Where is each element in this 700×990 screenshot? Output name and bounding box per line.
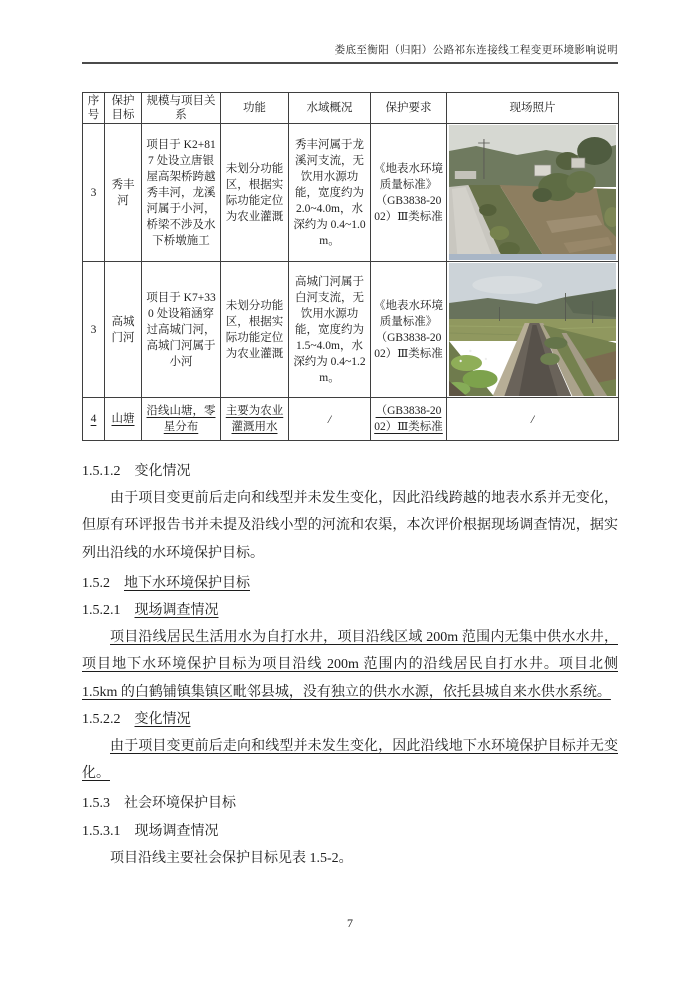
col-header-photo: 现场照片 [447,93,619,124]
heading-1531 [82,818,618,845]
cell-overview: 高城门河属于白河支流，无饮用水源功能，宽度约为 1.5~4.0m，水深约为 0.4~1.2m。 [289,262,371,398]
heading-number: 1.5.2.2 [82,711,121,727]
cell-overview: 秀丰河属于龙溪河支流，无饮用水源功能，宽度约为 2.0~4.0m，水深约为 0.4~1.0m。 [289,124,371,262]
heading-1522 [82,706,618,733]
heading-title: 社会环境保护目标 [124,796,236,812]
site-photo-xiufeng-river [449,125,616,260]
cell-target: 山塘 [105,398,142,441]
table-header-row [83,93,619,124]
heading-title: 现场调查情况 [134,823,219,839]
cell-function: 未划分功能区，根据实际功能定位为农业灌溉 [221,124,289,262]
paragraph-change-surface-water: 由于项目变更前后走向和线型并未发生变化，因此沿线跨越的地表水系并无变化，但原有环评报告书并未提及沿线小型的河流和农渠，本次评价根据现场调查情况，据实列出沿线的水环境保护目标。 [82,491,618,561]
heading-number: 1.5.3 [82,796,110,812]
cell-no: 4 [83,398,105,441]
col-header-function: 功能 [221,93,289,124]
paragraph-groundwater-survey: 项目沿线居民生活用水为自打水井，项目沿线区域 200m 范围内无集中供水水井，项目地下水环境保护目标为项目沿线 200m 范围内的沿线居民自打水井。项目北侧 1.5km 的白鹤铺镇集镇区毗邻县城，没有独立的供水水源，依托县城自来水供水系统。 [82,630,618,700]
cell-no: 3 [83,262,105,398]
cell-overview: / [289,398,371,441]
heading-1521 [82,597,618,624]
paragraph-social-targets: 项目沿线主要社会保护目标见表 1.5-2。 [110,850,353,866]
paragraph-groundwater-change: 由于项目变更前后走向和线型并未发生变化，因此沿线地下水环境保护目标并无变化。 [82,739,618,782]
col-header-target: 保护目标 [105,93,142,124]
col-header-overview: 水域概况 [289,93,371,124]
cell-function: 主要为农业灌溉用水 [221,398,289,441]
table-row [83,262,619,398]
document-header-title: 娄底至衡阳（归阳）公路祁东连接线工程变更环境影响说明 [82,44,618,64]
heading-title: 变化情况 [134,711,191,727]
col-header-relation: 规模与项目关系 [142,93,221,124]
cell-requirement: 《地表水环境质量标准》（GB3838-2002）Ⅲ类标准 [371,124,447,262]
col-header-requirement: 保护要求 [371,93,447,124]
heading-number: 1.5.1.2 [82,464,121,479]
heading-1512 [82,458,618,485]
cell-target: 高城门河 [105,262,142,398]
heading-152 [82,570,618,597]
page-number: 7 [347,916,353,930]
heading-title: 现场调查情况 [134,603,219,619]
table-row [83,398,619,441]
cell-requirement: 《地表水环境质量标准》（GB3838-2002）Ⅲ类标准 [371,262,447,398]
cell-photo [447,262,619,398]
table-row [83,124,619,262]
heading-title: 变化情况 [134,464,191,479]
cell-photo [447,124,619,262]
heading-number: 1.5.2 [82,575,110,591]
document-body [82,458,618,872]
cell-no: 3 [83,124,105,262]
water-protection-table [82,92,619,441]
cell-relation: 沿线山塘，零星分布 [142,398,221,441]
heading-153 [82,790,618,817]
heading-number: 1.5.3.1 [82,823,121,839]
cell-requirement: （GB3838-2002）Ⅲ类标准 [371,398,447,441]
heading-title: 地下水环境保护目标 [124,575,250,591]
cell-target: 秀丰河 [105,124,142,262]
heading-number: 1.5.2.1 [82,603,121,619]
cell-relation: 项目于 K2+817 处设立唐银屋高架桥跨越秀丰河，龙溪河属于小河，桥梁不涉及水下桥墩施工 [142,124,221,262]
site-photo-gaochengmen-river [449,263,616,396]
cell-relation: 项目于 K7+330 处设箱涵穿过高城门河，高城门河属于小河 [142,262,221,398]
cell-photo: / [447,398,619,441]
col-header-no: 序号 [83,93,105,124]
cell-function: 未划分功能区，根据实际功能定位为农业灌溉 [221,262,289,398]
